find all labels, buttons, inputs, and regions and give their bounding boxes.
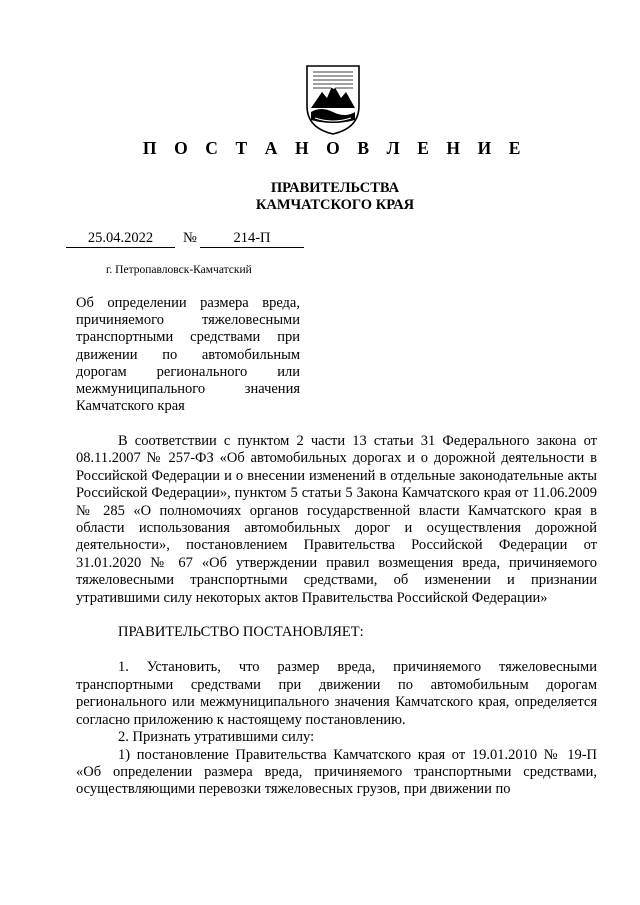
resolve-heading: ПРАВИТЕЛЬСТВО ПОСТАНОВЛЯЕТ: [118, 624, 364, 641]
number-sign: № [183, 230, 197, 246]
document-subject: Об определении размера вреда, причиняемого тяжеловесными транспортными средствами при движении по автомобильным дорогам регионального или межмуниципального значения Камчатского края [76, 295, 300, 415]
issuer-block [0, 180, 640, 214]
document-date: 25.04.2022 [66, 230, 175, 248]
item-2-paragraph: 2. Признать утратившими силу: [118, 729, 315, 746]
document-body [76, 433, 597, 799]
document-title: П О С Т А Н О В Л Е Н И Е [142, 138, 528, 158]
document-number: 214-П [200, 230, 304, 248]
issuer-line-2: КАМЧАТСКОГО КРАЯ [255, 197, 415, 213]
issuer-line-1: ПРАВИТЕЛЬСТВА [270, 180, 400, 196]
preamble-paragraph: В соответствии с пунктом 2 части 13 статьи 31 Федерального закона от 08.11.2007 № 257-ФЗ «Об автомобильных дорогах и о дорожной деятельности в Российской Федерации и о внесении изменений в отдельные законодательные акты Российской Федерации», пунктом 5 статьи 5 Закона Камчатского края от 11.06.2009 № 285 «О полномочиях органов государственной власти Камчатского края в области использования автомобильных дорог и осуществления дорожной деятельности», постановлением Правительства Российской Федерации от 31.01.2020 № 67 «Об утверждении правил возмещения вреда, причиняемого тяжеловесными транспортными средствами, об изменении и признании утратившими силу некоторых актов Правительства Российской Федерации» [76, 433, 597, 606]
document-city: г. Петропавловск-Камчатский [106, 264, 252, 276]
item-1-paragraph: 1. Установить, что размер вреда, причиняемого тяжеловесными транспортными средствами при движении по автомобильным дорогам регионального или межмуниципального значения Камчатского края, определяется согласно приложению к настоящему постановлению. [76, 659, 597, 728]
item-2-1-paragraph: 1) постановление Правительства Камчатского края от 19.01.2010 № 19-П «Об определении размера вреда, причиняемого транспортными средствами, осуществляющими перевозки тяжеловесных грузов, при движении по [76, 746, 597, 798]
kamchatka-coat-of-arms-icon [303, 62, 363, 136]
